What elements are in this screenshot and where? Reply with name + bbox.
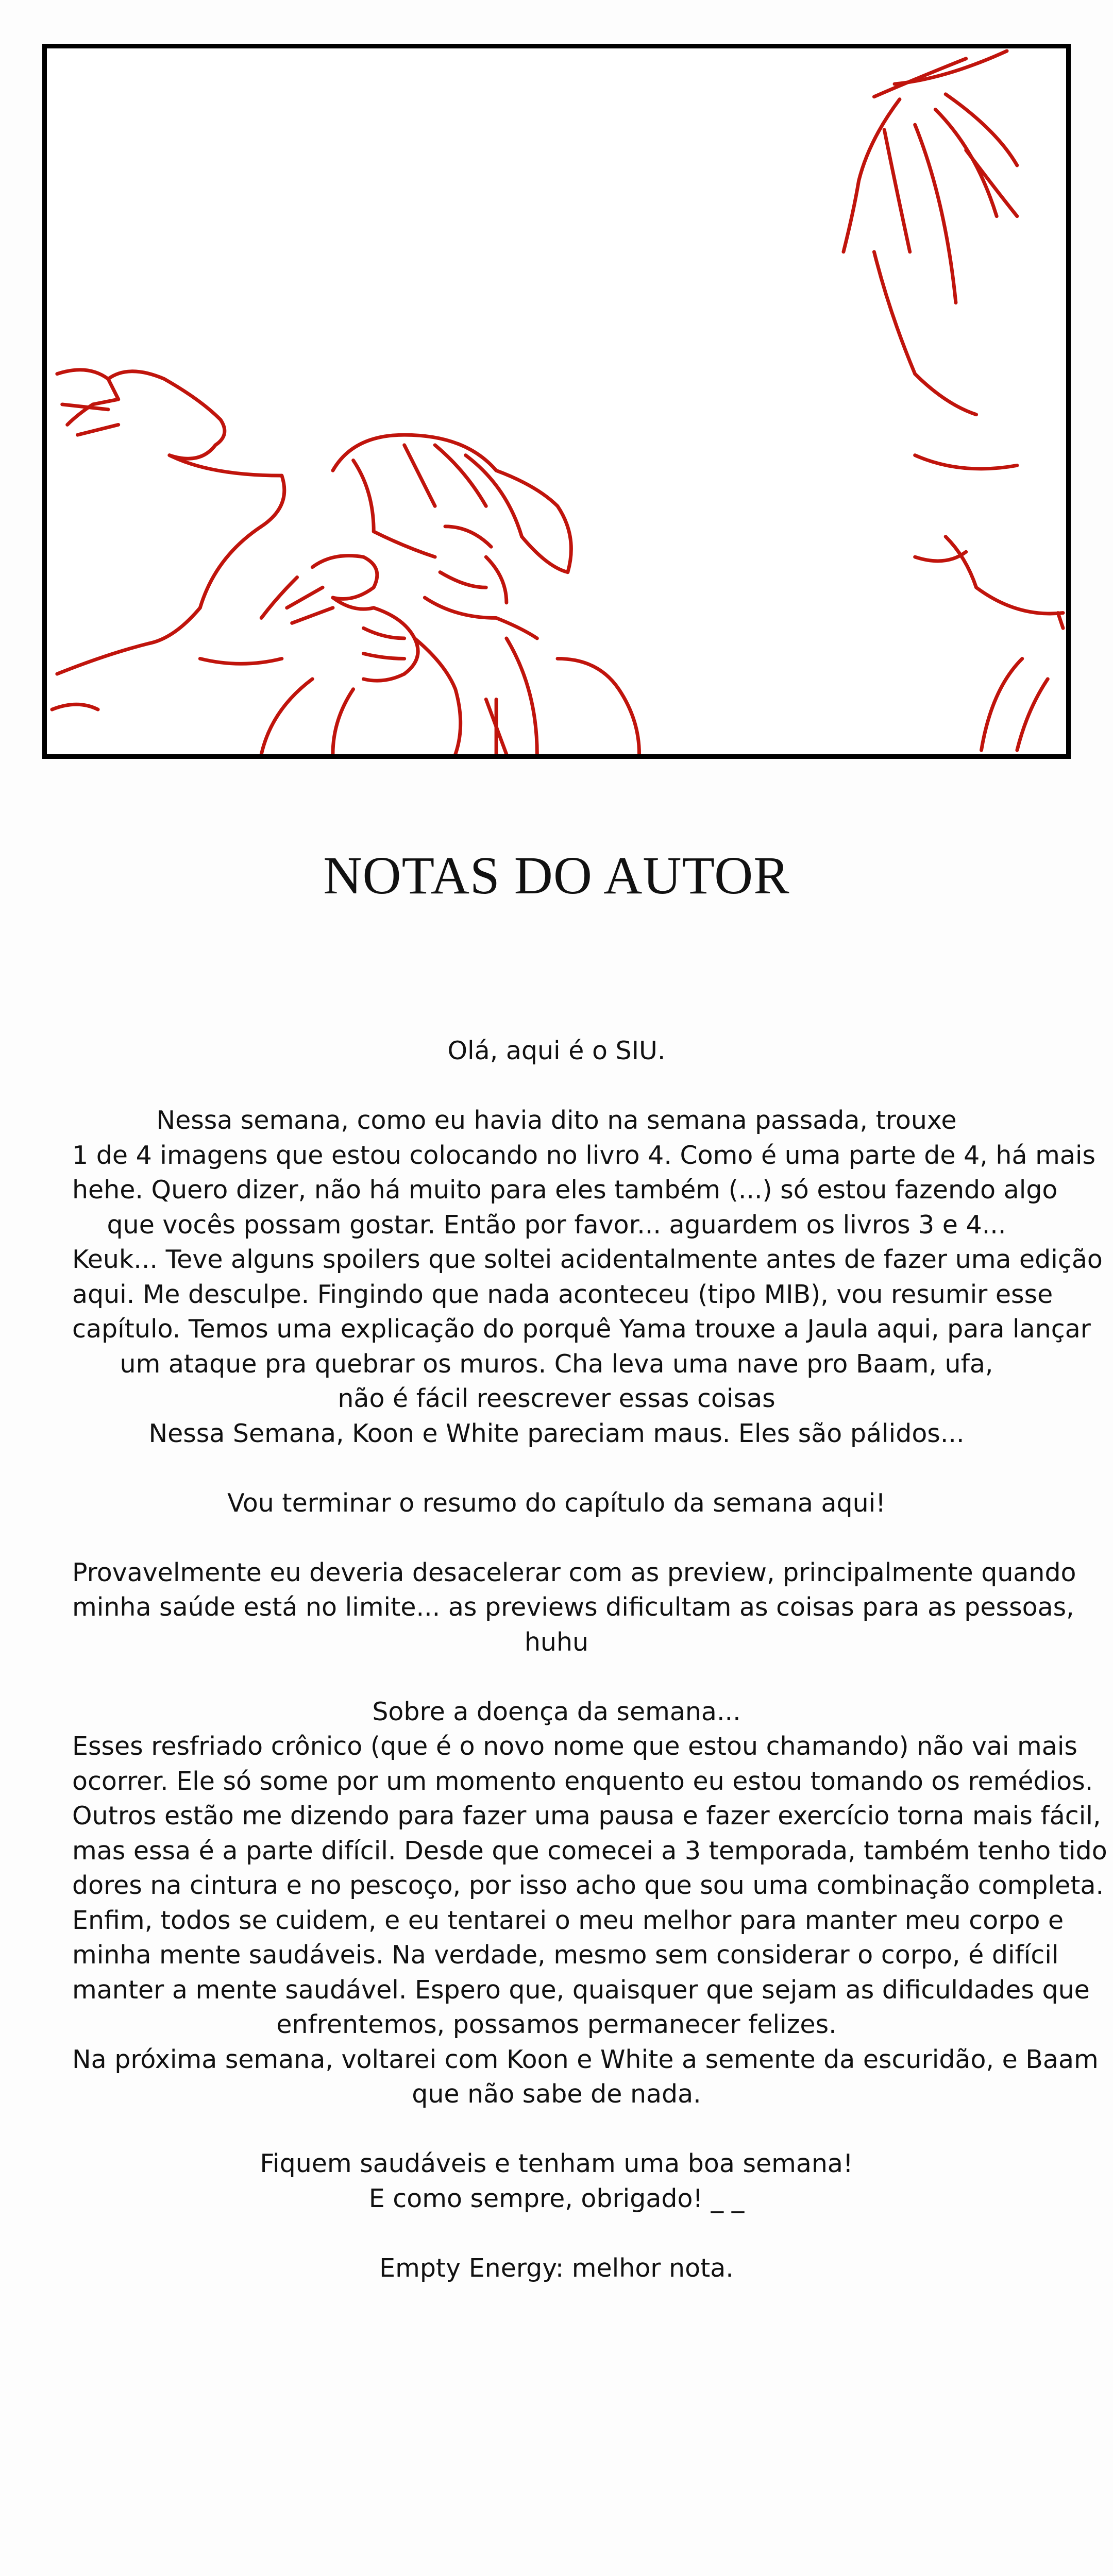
paragraph-gap xyxy=(72,1520,1041,1555)
notes-line: Provavelmente eu deveria desacelerar com as preview, principalmente quando xyxy=(72,1557,1076,1587)
notes-line: minha mente saudáveis. Na verdade, mesmo sem considerar o corpo, é difícil xyxy=(72,1940,1059,1970)
notes-line: minha saúde está no limite... as previews dificultam as coisas para as pessoas, xyxy=(72,1592,1074,1622)
page-title: NOTAS DO AUTOR xyxy=(323,846,790,905)
paragraph-gap xyxy=(72,1451,1041,1486)
notes-line: mas essa é a parte difícil. Desde que comecei a 3 temporada, também tenho tido xyxy=(72,1836,1107,1866)
paragraph-gap xyxy=(72,1069,1041,1104)
notes-line: Esses resfriado crônico (que é o novo nome que estou chamando) não vai mais xyxy=(72,1732,1077,1761)
notes-line: huhu xyxy=(524,1627,589,1657)
notes-line: Nessa Semana, Koon e White pareciam maus. Eles são pálidos... xyxy=(148,1418,965,1448)
notes-line: Olá, aqui é o SIU. xyxy=(447,1036,666,1065)
notes-line: capítulo. Temos uma explicação do porquê Yama trouxe a Jaula aqui, para lançar xyxy=(72,1314,1091,1344)
notes-line: enfrentemos, possamos permanecer felizes. xyxy=(276,2010,837,2039)
notes-line: Na próxima semana, voltarei com Koon e White a semente da escuridão, e Baam xyxy=(72,2044,1099,2074)
notes-line: Vou terminar o resumo do capítulo da semana aqui! xyxy=(227,1488,886,1518)
notes-line: 1 de 4 imagens que estou colocando no livro 4. Como é uma parte de 4, há mais xyxy=(72,1140,1095,1170)
notes-line: Empty Energy: melhor nota. xyxy=(379,2253,734,2283)
notes-line: manter a mente saudável. Espero que, quaisquer que sejam as dificuldades que xyxy=(72,1975,1090,2005)
notes-line: um ataque pra quebrar os muros. Cha leva uma nave pro Baam, ufa, xyxy=(120,1349,993,1379)
notes-line: E como sempre, obrigado! _ _ xyxy=(368,2183,745,2213)
notes-line: Nessa semana, como eu havia dito na semana passada, trouxe xyxy=(156,1106,957,1135)
paragraph-gap xyxy=(72,2112,1041,2147)
notes-line: Outros estão me dizendo para fazer uma pausa e fazer exercício torna mais fácil, xyxy=(72,1801,1101,1831)
notes-line: dores na cintura e no pescoço, por isso acho que sou uma combinação completa. xyxy=(72,1871,1104,1900)
notes-line: Enfim, todos se cuidem, e eu tentarei o meu melhor para manter meu corpo e xyxy=(72,1905,1064,1935)
notes-line: que vocês possam gostar. Então por favor... aguardem os livros 3 e 4... xyxy=(107,1210,1006,1240)
paragraph-gap xyxy=(72,2216,1041,2251)
notes-line: aqui. Me desculpe. Fingindo que nada aconteceu (tipo MIB), vou resumir esse xyxy=(72,1279,1053,1309)
notes-line: ocorrer. Ele só some por um momento enquento eu estou tomando os remédios. xyxy=(72,1766,1093,1796)
notes-line: não é fácil reescrever essas coisas xyxy=(338,1384,775,1413)
notes-line: Keuk... Teve alguns spoilers que soltei acidentalmente antes de fazer uma edição xyxy=(72,1245,1103,1274)
notes-line: que não sabe de nada. xyxy=(412,2079,701,2109)
paragraph-gap xyxy=(72,1659,1041,1694)
author-notes-text xyxy=(72,1033,1107,2285)
notes-line: Sobre a doença da semana... xyxy=(372,1697,741,1726)
notes-line: hehe. Quero dizer, não há muito para eles também (...) só estou fazendo algo xyxy=(72,1175,1058,1205)
notes-line: Fiquem saudáveis e tenham uma boa semana! xyxy=(260,2149,853,2178)
manga-panel xyxy=(42,44,1071,759)
manga-sketch-illustration-icon xyxy=(47,48,1066,754)
